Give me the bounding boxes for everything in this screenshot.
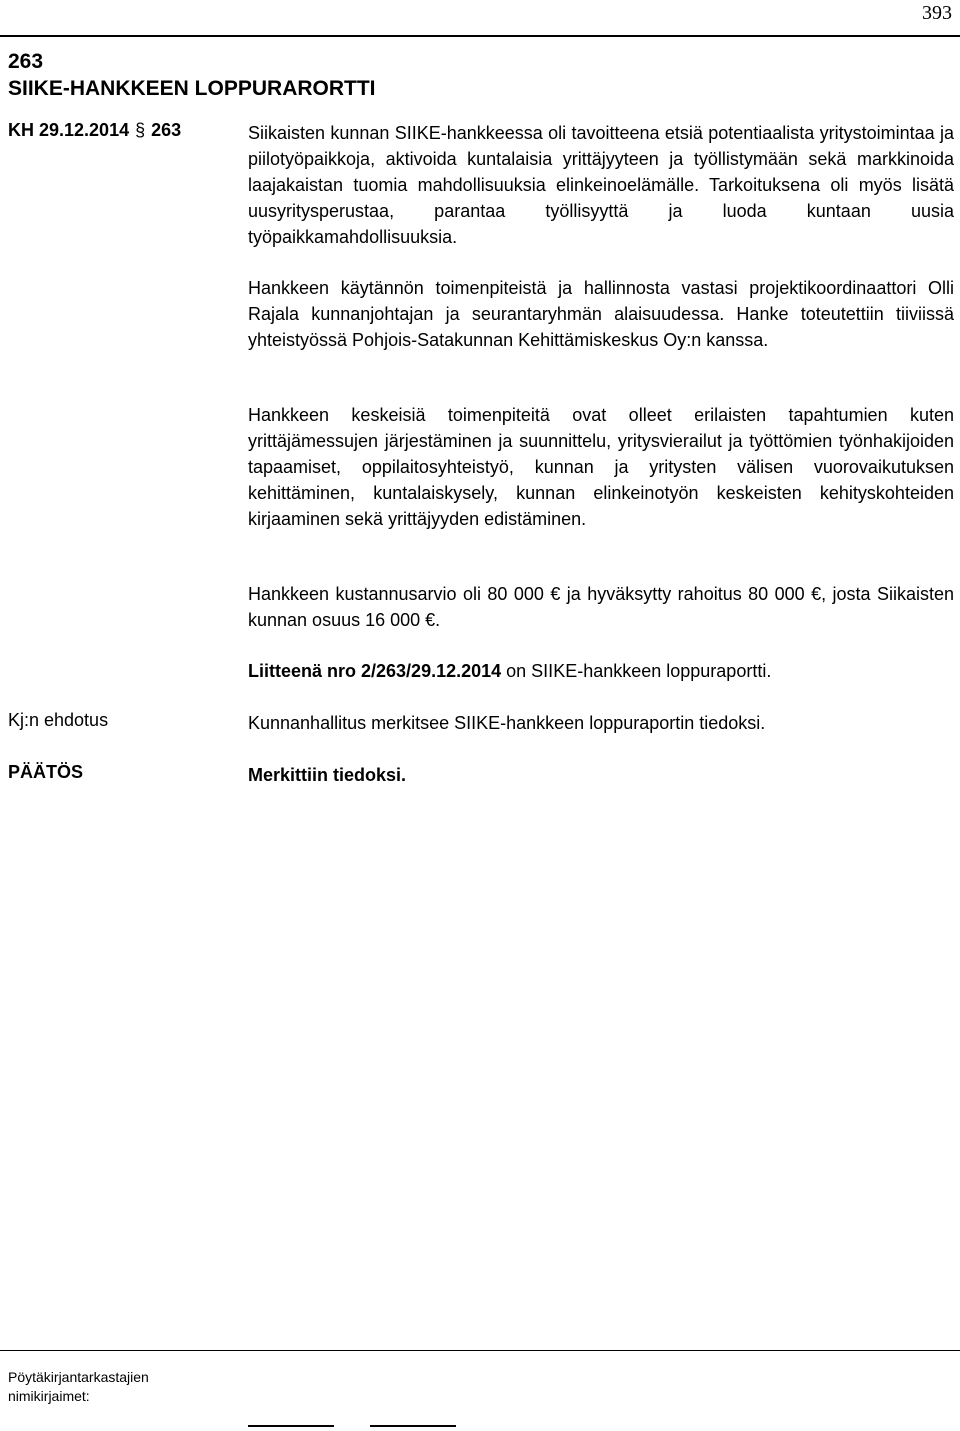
section-number: 263 (8, 50, 44, 73)
page-number: 393 (922, 2, 952, 24)
attachment-note (248, 658, 954, 684)
cost-text-3: , josta Siikaisten kunnan osuus 16 000 (248, 584, 954, 630)
paragraph-cost (248, 581, 954, 633)
section-mark-symbol: § (135, 120, 146, 140)
euro-symbol: € (811, 584, 822, 604)
section-title: SIIKE-HANKKEEN LOPPURARORTTI (8, 77, 376, 100)
paragraph-actions: Hankkeen keskeisiä toimenpiteitä ovat olleet erilaisten tapahtumien kuten yrittäjämessujen järjestäminen ja suunnittelu, yritysvierailut ja työttömien työnhakijoiden tapaamiset, oppilaitosyhteistyö, kunnan ja yritysten välisen vuorovaikutuksen kehittäminen, kuntalaiskysely, kunnan elinkeinotyön keskeisten kehityskohteiden kirjaaminen sekä yrittäjyyden edistäminen. (248, 405, 954, 529)
paragraph-goals: Siikaisten kunnan SIIKE-hankkeessa oli tavoitteena etsiä potentiaalista yritystoimintaa ja piilotyöpaikkoja, aktivoida kuntalaisia yrittäjyyteen ja työllistymään sekä markkinoida laajakaistan tuomia mahdollisuuksia elinkeinoelämälle. Tarkoituksena oli myös lisätä uusyritysperustaa, parantaa työllisyyttä ja luoda kuntaan uusia työpaikkamahdollisuuksia. (248, 123, 954, 247)
paragraph-administration: Hankkeen käytännön toimenpiteistä ja hallinnosta vastasi projektikoordinaattori Olli Rajala kunnanjohtajan ja seurantaryhmän alaisuudessa. Hanke toteutettiin tiiviissä yhteistyössä Pohjois-Satakunnan Kehittämiskeskus Oy:n kanssa. (248, 278, 954, 350)
meeting-paragraph-number: 263 (151, 120, 182, 140)
meeting-body-date: KH 29.12.2014 (8, 120, 130, 140)
initials-line (248, 1425, 334, 1427)
cost-text-1: Hankkeen kustannusarvio oli 80 000 (248, 584, 551, 604)
section-heading (8, 48, 376, 102)
euro-symbol: € (425, 610, 436, 630)
euro-symbol: € (550, 584, 561, 604)
footer-initials-label: Pöytäkirjantarkastajien nimikirjaimet: (8, 1369, 149, 1404)
attachment-description: on SIIKE-hankkeen loppuraportti. (501, 661, 772, 681)
footer-divider (0, 1350, 960, 1351)
cost-text-4: . (435, 610, 441, 630)
initials-line (370, 1425, 456, 1427)
cost-text-2: ja hyväksytty rahoitus 80 000 (560, 584, 812, 604)
meeting-reference (8, 120, 181, 141)
proposal-label: Kj:n ehdotus (8, 710, 109, 730)
decision-text: Merkittiin tiedoksi. (248, 765, 407, 785)
attachment-reference: Liitteenä nro 2/263/29.12.2014 (248, 661, 502, 681)
header-divider (0, 35, 960, 37)
decision-label: PÄÄTÖS (8, 762, 84, 782)
proposal-text: Kunnanhallitus merkitsee SIIKE-hankkeen loppuraportin tiedoksi. (248, 713, 766, 733)
